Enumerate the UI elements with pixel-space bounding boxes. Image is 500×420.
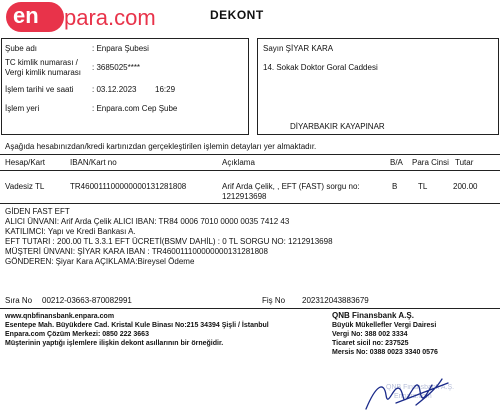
customer-city: DİYARBAKIR KAYAPINAR <box>290 122 385 131</box>
table-header-rule <box>0 170 500 171</box>
bank-mersis-no: Mersis No: 0388 0023 3340 0576 <box>332 349 438 356</box>
bank-tax-office: Büyük Mükellefler Vergi Dairesi <box>332 322 437 329</box>
col-header-account: Hesap/Kart <box>5 158 46 167</box>
logo-domain-text: para.com <box>64 5 156 30</box>
branch-label: Şube adı <box>5 44 38 53</box>
footer-disclaimer: Müşterinin yaptığı işlemlere ilişkin dekont asıllarının bir örneğidir. <box>5 340 224 347</box>
row-amount: 200.00 <box>453 182 478 191</box>
col-header-currency: Para Cinsi <box>412 158 449 167</box>
table-bottom-rule <box>0 203 500 204</box>
detail-line: ALICI ÜNVANI: Arif Arda Çelik ALICI IBAN: TR84 0006 7010 0000 0035 7412 43 <box>5 217 290 226</box>
footer-website: www.qnbfinansbank.enpara.com <box>5 313 115 320</box>
row-ba: B <box>392 182 398 191</box>
location-label: İşlem yeri <box>5 104 40 113</box>
stamp-and-signature <box>356 375 466 415</box>
tc-label-2: Vergi kimlik numarası <box>5 68 82 77</box>
col-header-description: Açıklama <box>222 158 255 167</box>
logo-en-text: en <box>13 3 39 28</box>
detail-line: GİDEN FAST EFT <box>5 207 70 216</box>
row-iban: TR460011100000000131281808 <box>70 182 187 191</box>
receipt-no-label: Fiş No <box>262 296 286 305</box>
tc-value: : 3685025**** <box>92 63 141 72</box>
row-account: Vadesiz TL <box>5 182 45 191</box>
footer-support-phone: Enpara.com Çözüm Merkezi: 0850 222 3663 <box>5 331 149 338</box>
row-currency: TL <box>418 182 428 191</box>
bank-trade-registry: Ticaret sicil no: 237525 <box>332 340 409 347</box>
location-value: : Enpara.com Cep Şube <box>92 104 178 113</box>
footer-rule <box>0 308 500 309</box>
stamp-text-1: QNB Finansbank A.Ş. <box>386 384 455 391</box>
tc-label-1: TC kimlik numarası / <box>5 58 78 67</box>
row-description-1: Arif Arda Çelik, , EFT (FAST) sorgu no: <box>222 182 360 191</box>
sequence-label: Sıra No <box>5 296 33 305</box>
col-header-iban: IBAN/Kart no <box>70 158 117 167</box>
stamp-text-2: Enpara.com <box>394 393 432 400</box>
document-title: DEKONT <box>210 8 264 22</box>
datetime-label: İşlem tarihi ve saati <box>5 85 74 94</box>
detail-line: EFT TUTARI : 200.00 TL 3.3.1 EFT ÜCRETİ(BSMV DAHİL) : 0 TL SORGU NO: 1212913698 <box>5 237 333 246</box>
customer-name: Sayın ŞİYAR KARA <box>263 44 334 53</box>
intro-text: Aşağıda hesabınızdan/kredi kartınızdan gerçekleştirilen işlemin detayları yer almaktadır. <box>5 142 317 151</box>
date-value: : 03.12.2023 <box>92 85 137 94</box>
bank-name: QNB Finansbank A.Ş. <box>332 311 414 320</box>
enpara-logo <box>6 2 156 32</box>
receipt-no-value: 202312043883679 <box>302 296 369 305</box>
customer-address: 14. Sokak Doktor Goral Caddesi <box>263 63 378 72</box>
row-description-2: 1212913698 <box>222 192 267 201</box>
col-header-amount: Tutar <box>455 158 474 167</box>
branch-value: : Enpara Şubesi <box>92 44 149 53</box>
bank-tax-no: Vergi No: 388 002 3334 <box>332 331 408 338</box>
time-value: 16:29 <box>155 85 176 94</box>
detail-line: KATILIMCI: Yapı ve Kredi Bankası A. <box>5 227 136 236</box>
detail-line: MÜŞTERİ ÜNVANI: ŞİYAR KARA IBAN : TR460011100000000131281808 <box>5 247 268 256</box>
sequence-value: 00212-03663-870082991 <box>42 296 132 305</box>
detail-line: GÖNDEREN: Şiyar Kara AÇIKLAMA:Bireysel Ödeme <box>5 257 195 266</box>
footer-address: Esentepe Mah. Büyükdere Cad. Kristal Kule Binası No:215 34394 Şişli / İstanbul <box>5 322 269 329</box>
table-top-rule <box>0 154 500 155</box>
signature-graphic <box>356 375 466 415</box>
col-header-ba: B/A <box>390 158 403 167</box>
